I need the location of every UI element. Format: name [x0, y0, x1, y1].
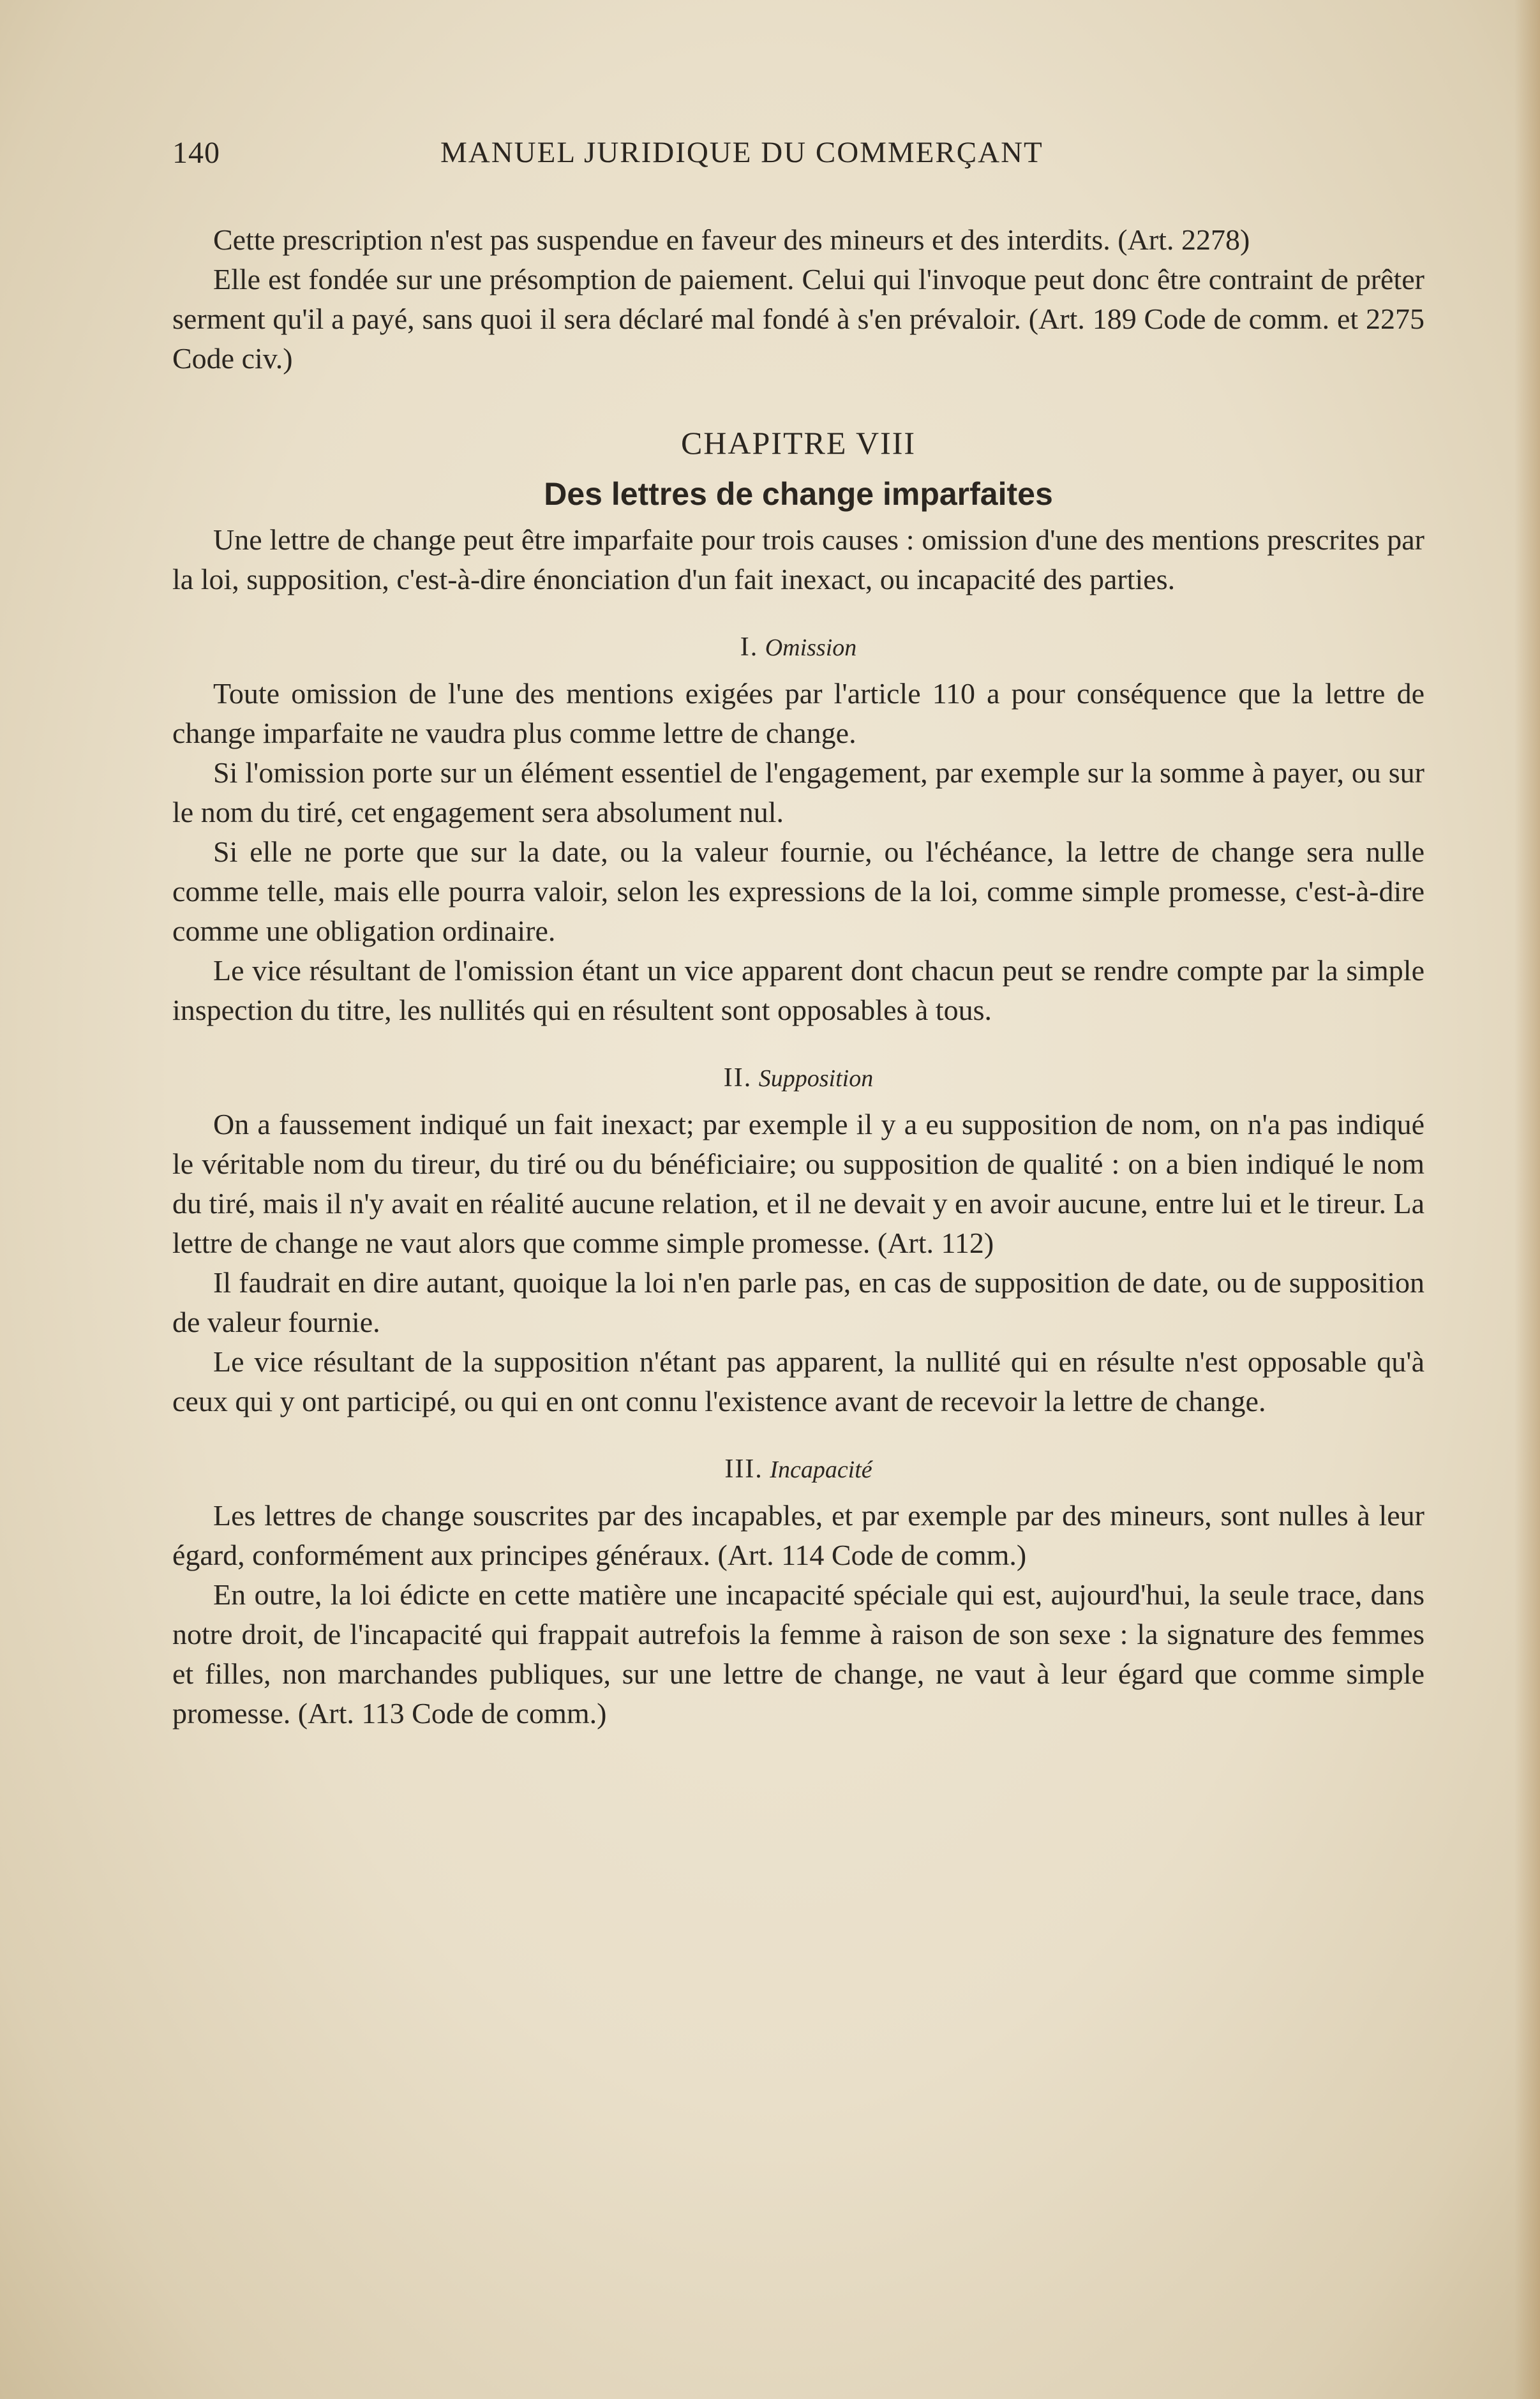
running-head [172, 135, 1425, 180]
paragraph: Une lettre de change peut être imparfaite pour trois causes : omission d'une des mentions prescrites par la loi, supposition, c'est-à-dire énonciation d'un fait inexact, ou incapacité des parties. [172, 523, 1424, 595]
chapter-subtitle: Des lettres de change imparfaites [544, 476, 1053, 512]
paragraph: Elle est fondée sur une présomption de paiement. Celui qui l'invoque peut donc être contraint de prêter serment qu'il a payé, sans quoi il sera déclaré mal fondé à s'en prévaloir. (Art. 189 Code de comm. et 2275 Code civ.) [172, 263, 1424, 375]
page-content [172, 220, 1424, 1733]
paragraph: Le vice résultant de la supposition n'étant pas apparent, la nullité qui en résulte n'est opposable qu'à ceux qui y ont participé, ou qui en ont connu l'existence avant de recevoir la lettre de change. [172, 1345, 1424, 1417]
paragraph: En outre, la loi édicte en cette matière une incapacité spéciale qui est, aujourd'hui, la seule trace, dans notre droit, de l'incapacité qui frappait autrefois la femme à raison de son sexe : la signature des femmes et filles, non marchandes publiques, sur une lettre de change, ne vaut à leur égard que comme simple promesse. (Art. 113 Code de comm.) [172, 1578, 1424, 1730]
paragraph: Les lettres de change souscrites par des incapables, et par exemple par des mineurs, sont nulles à leur égard, conformément aux principes généraux. (Art. 114 Code de comm.) [172, 1499, 1424, 1571]
section-heading-omission [172, 627, 1424, 668]
section-number: III. [724, 1454, 763, 1484]
chapter-title: CHAPITRE VIII [680, 425, 916, 461]
paragraph: Il faudrait en dire autant, quoique la loi n'en parle pas, en cas de supposition de date, ou de supposition de valeur fournie. [172, 1266, 1424, 1338]
section-label: Supposition [758, 1065, 874, 1092]
section-label: Omission [765, 634, 857, 661]
paragraph: Si elle ne porte que sur la date, ou la valeur fournie, ou l'échéance, la lettre de change sera nulle comme telle, mais elle pourra valoir, selon les expressions de la loi, comme simple promesse, c'est-à-dire comme une obligation ordinaire. [172, 835, 1424, 947]
section-heading-incapacite [172, 1449, 1424, 1490]
paragraph: Cette prescription n'est pas suspendue en faveur des mineurs et des interdits. (Art. 2278) [213, 223, 1250, 256]
section-number: I. [740, 632, 759, 662]
section-number: II. [723, 1063, 752, 1093]
section-label: Incapacité [770, 1456, 872, 1483]
paragraph: Toute omission de l'une des mentions exigées par l'article 110 a pour conséquence que la lettre de change imparfaite ne vaudra plus comme lettre de change. [172, 677, 1424, 749]
page-number: 140 [172, 136, 220, 170]
paragraph: Le vice résultant de l'omission étant un vice apparent dont chacun peut se rendre compte par la simple inspection du titre, les nullités qui en résultent sont opposables à tous. [172, 954, 1424, 1026]
paragraph: On a faussement indiqué un fait inexact; par exemple il y a eu supposition de nom, on n'a pas indiqué le véritable nom du tireur, du tiré ou du bénéficiaire; ou supposition de qualité : on a bien indiqué le nom du tiré, mais il n'y avait en réalité aucune relation, et il ne devait y en avoir aucune, entre lui et le tireur. La lettre de change ne vaut alors que comme simple promesse. (Art. 112) [172, 1108, 1424, 1259]
section-heading-supposition [172, 1058, 1424, 1098]
running-title: MANUEL JURIDIQUE DU COMMERÇANT [440, 136, 1043, 169]
paragraph: Si l'omission porte sur un élément essentiel de l'engagement, par exemple sur la somme à payer, ou sur le nom du tiré, cet engagement sera absolument nul. [172, 756, 1424, 828]
